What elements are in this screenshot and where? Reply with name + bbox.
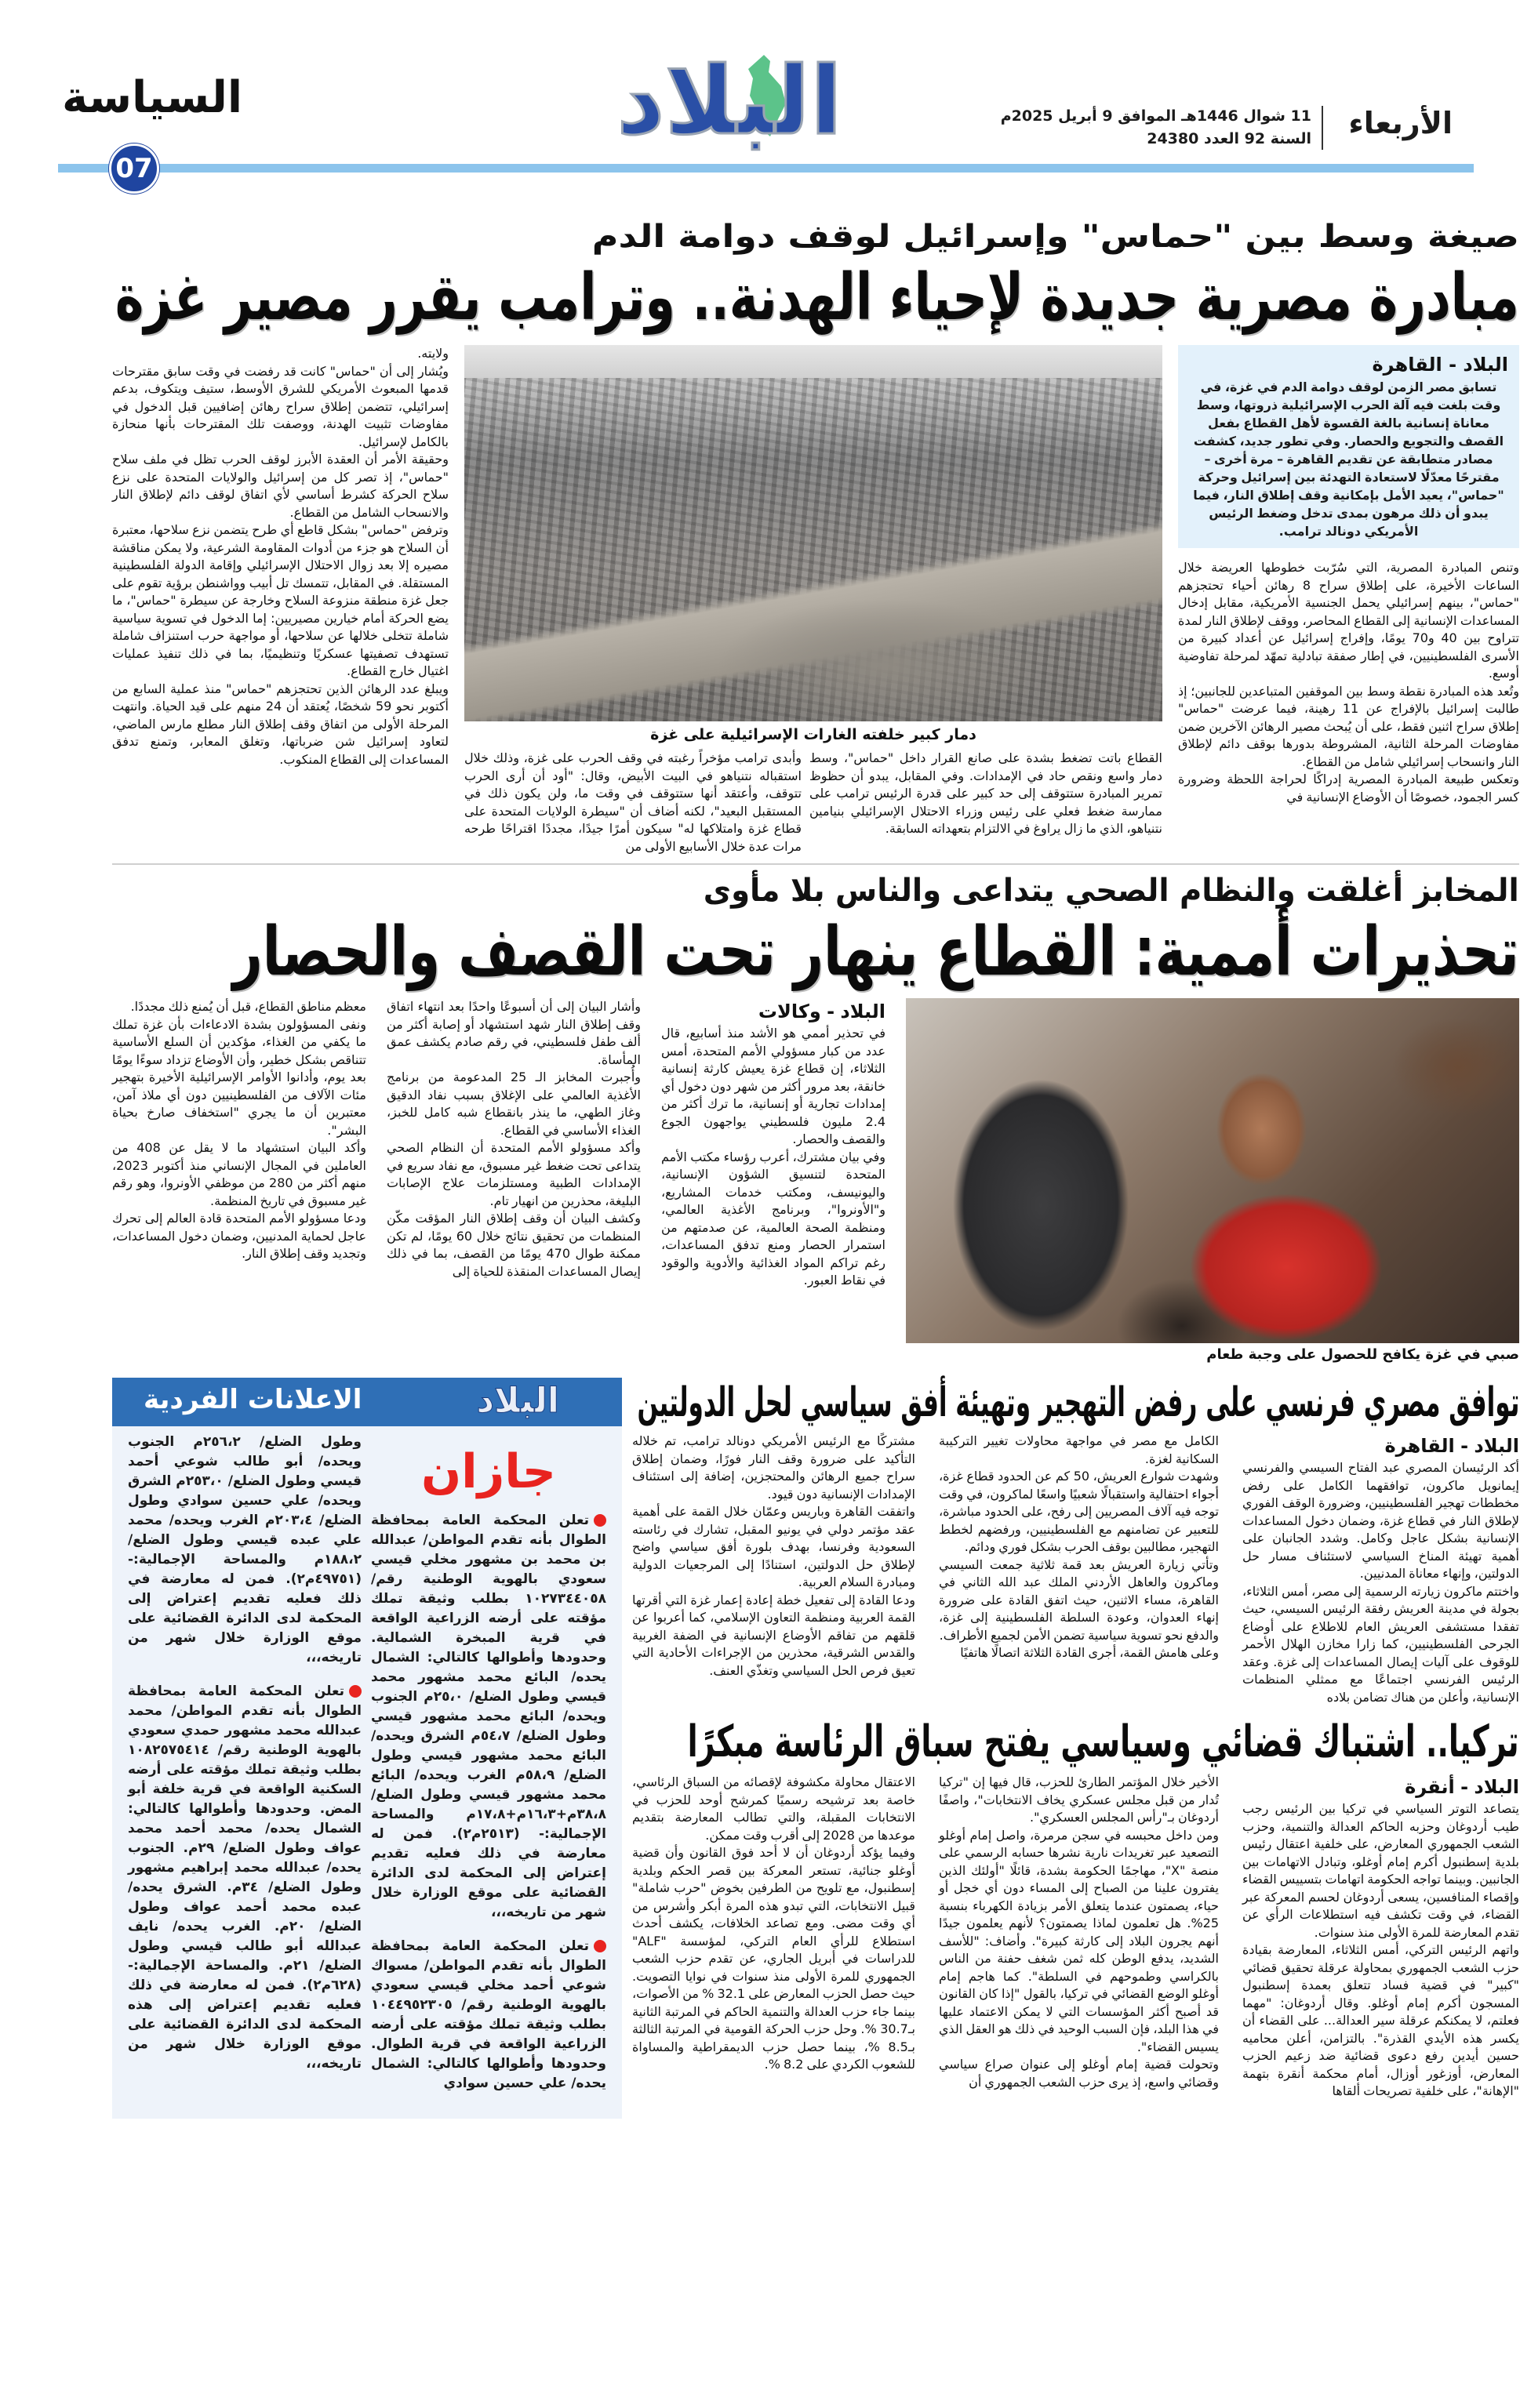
issue-number: السنة 92 العدد 24380 — [1147, 130, 1312, 147]
masthead — [0, 0, 1520, 196]
story3 — [633, 1378, 1520, 1706]
classified-ad: وطول الضلع/ ٢٥٦،٢م الجنوب ويحده/ أبو طالب شوعي أحمد قيسي وطول الضلع/ ٢٥٣،٠م الشرق ويحده/ علي حسين سوادي وطول الضلع/ ٢٠٣،٤م الغرب ويحده/ محمد علي عبده قيسي وطول الضلع/ ١٨٨،٢م والمساحة الإجمالية:- (٤٩٧٥١م٢). فمن له معارضة في ذلك فعليه تقديم إعتراض إلى المحكمة لدى الدائرة القضائية على موقع الوزارة خلال شهر من تاريخه،،، — [129, 1434, 362, 1665]
gaza-boy-photo — [907, 998, 1520, 1343]
story4 — [633, 1716, 1520, 2101]
date-divider — [1322, 106, 1324, 150]
story1-center — [465, 345, 1163, 855]
story3-column-right: البلاد - القاهرة أكد الرئيسان المصري عبد الفتاح السيسي والفرنسي إيمانويل ماكرون، توافقهما الكامل على رفض مخططات تهجير الفلسطينيين، وضرورة الوقف الفوري لإطلاق النار في قطاع غزة، وضمان دخول المساعدات الإنسانية بشكل عاجل وكامل. وشدد الجانبان على أهمية تهيئة المناخ السياسي لاستئناف مسار حل الدولتين، وإنهاء معاناة المدنيين. واختتم ماكرون زيارته الرسمية إلى مصر، أمس الثلاثاء، بجولة في مدينة العريش رفقة الرئيس السيسي، حيث تفقدا مستشفى العريش العام للاطلاع على أوضاع الجرحى الفلسطينيين، كما زارا مخازن الهلال الأحمر للوقوف على آليات إيصال المساعدات إلى غزة. وعقد الرئيس الفرنسي اجتماعًا مع ممثلي المنظمات الإنسانية، وأعلن من هناك تضامن بلاده — [1243, 1433, 1520, 1706]
story1-column-right: البلاد - القاهرة تسابق مصر الزمن لوقف دوامة الدم في غزة، في وقت بلغت فيه آلة الحرب الإسرائيلية ذروتها، وسط معاناة إنسانية بالغة القسوة لأهل القطاع بفعل القصف والتجويع والحصار. وفي تطور جديد، كشفت مصادر متطابقة عن تقديم القاهرة – مرة أخرى – مقترحًا معدّلًا لاستعادة التهدئة بين إسرائيل وحركة "حماس"، يعيد الأمل بإمكانية وقف إطلاق النار، فيما يبدو أن ذلك مرهون بمدى تدخل وضغط الرئيس الأمريكي دونالد ترامب. وتنص المبادرة المصرية، التي سُرّبت خطوطها العريضة خلال الساعات الأخيرة، على إطلاق سراح 8 رهائن أحياء تحتجزهم "حماس"، بينهم إسرائيلي يحمل الجنسية الأمريكية، مقابل إدخال المساعدات الإنسانية إلى القطاع المحاصر، ووقف لإطلاق النار لمدة تتراوح بين 40 و70 يومًا، وإفراج إسرائيل عن أعداد كبيرة من الأسرى الفلسطينيين، في إطار صفقة تبادلية تمهّد لمرحلة تفاوضية أوسع. وتُعد هذه المبادرة نقطة وسط بين الموقفين المتباعدين للجانبين؛ إذ طالبت إسرائيل بالإفراج عن 11 رهينة، فيما عرضت "حماس" إطلاق سراح اثنين فقط، على أن يُبحث مصير الرهائن الآخرين ضمن مفاوضات المرحلة الثانية، المشروطة بدورها بوقف دائم لإطلاق النار وانسحاب إسرائيلي شامل من القطاع. وتعكس طبيعة المبادرة المصرية إدراكًا لحراجة اللحظة وضرورة كسر الجمود، خصوصًا أن الأوضاع الإنسانية في — [1179, 345, 1520, 806]
story2-column-right: البلاد - وكالات في تحذير أممي هو الأشد منذ أسابيع، قال عدد من كبار مسؤولي الأمم المتحدة، أمس الثلاثاء، إن قطاع غزة يعيش كارثة إنسانية خانقة، بعد مرور أكثر من شهر دون دخول أي إمدادات تجارية أو إنسانية، ما ترك أكثر من 2.4 مليون فلسطيني يواجهون الجوع والقصف والحصار. وفي بيان مشترك، أعرب رؤساء مكتب الأمم المتحدة لتنسيق الشؤون الإنسانية، واليونيسف، ومكتب خدمات المشاريع، و"الأونروا"، وبرنامج الأغذية العالمي، ومنظمة الصحة العالمية، عن صدمتهم من استمرار الحصار ومنع تدفق المساعدات، رغم تراكم المواد الغذائية والأدوية والوقود في نقاط العبور. — [662, 998, 886, 1290]
story3-byline: البلاد - القاهرة — [1385, 1435, 1520, 1457]
classified-ad: تعلن المحكمة العامة بمحافظة الطوال بأنه تقدم المواطن/ عبدالله بن محمد بن مشهور مخلي قيسي سعودي بالهوية الوطنية رقم/ ١٠٢٧٣٤٤٠٥٨ بطلب وثيقة تملك مؤقته على أرضه الزراعية الواقعة في قرية المبخرة الشمالية. وحدودها وأطوالها كالتالي: الشمال يحده/ البائع محمد مشهور محمد قيسي وطول الضلع/ ٢٥،٠م الجنوب ويحده/ البائع محمد مشهور قيسي وطول الضلع/ ٥٤،٧م الشرق ويحده/ البائع محمد مشهور قيسي وطول الضلع/ ٥٨،٩م الغرب ويحده/ البائع محمد مشهور قيسي وطول الضلع/ ٣٨،٨م+١٦،٣م+١٧،٨م والمساحة الإجمالية:- (٢٥١٣م٢). فمن له معارضة في ذلك فعليه تقديم إعتراض إلى المحكمة لدى الدائرة القضائية على موقع الوزارة خلال شهر من تاريخه،،، — [372, 1513, 607, 1920]
story2-photo-caption: صبي في غزة يكافح للحصول على وجبة طعام — [1207, 1346, 1520, 1363]
story1-lead-box — [1179, 345, 1520, 548]
story1-column-left: ولايته. ويُشار إلى أن "حماس" كانت قد رفضت في وقت سابق مقترحات قدمها المبعوث الأمريكي للشرق الأوسط، ستيف ويتكوف، بدعم إسرائيلي، تتضمن إطلاق سراح رهائن إضافيين قبل الدخول في مفاوضات تثبيت الهدنة، ووصفت تلك المقترحات بأنها منحازة بالكامل لإسرائيل. وحقيقة الأمر أن العقدة الأبرز لوقف الحرب تظل في ملف سلاح "حماس"، إذ تصر كل من إسرائيل والولايات المتحدة على نزع سلاح الحركة كشرط أساسي لأي اتفاق لوقف دائم لإطلاق النار والانسحاب الشامل من القطاع. وترفض "حماس" بشكل قاطع أي طرح يتضمن نزع سلاحها، معتبرة أن السلاح هو جزء من أدوات المقاومة الشرعية، ولا يمكن مناقشة مصيره إلا بعد زوال الاحتلال الإسرائيلي وإقامة الدولة الفلسطينية المستقلة. في المقابل، تتمسك تل أبيب وواشنطن برؤية تقوم على جعل غزة منطقة منزوعة السلاح وخارجة عن سيطرة "حماس"، ما يضع الحركة أمام خيارين مصيريين: إما الدخول في تسوية سياسية شاملة تتخلى خلالها عن سلاحها، أو مواجهة حرب استنزاف شاملة تستهدف تصفيتها عسكريًا وتنظيميًا، بما في ذلك تنفيذ عمليات اغتيال خارج القطاع. ويبلغ عدد الرهائن الذين تحتجزهم "حماس" منذ عملية السابع من أكتوبر نحو 59 شخصًا، يُعتقد أن 24 منهم على قيد الحياة. وانتهت المرحلة الأولى من اتفاق وقف إطلاق النار مطلع مارس الماضي، لتعاود إسرائيل شن ضرباتها، وتغلق المعابر، وتمنع تدفق المساعدات إلى القطاع المنكوب. — [113, 346, 449, 767]
gaza-destruction-photo — [465, 345, 1163, 721]
classifieds-column-left — [129, 1433, 362, 2088]
classifieds-section — [113, 1378, 623, 2119]
classifieds-column-right — [372, 1433, 607, 2108]
sky — [465, 345, 1163, 378]
story3-headline: توافق مصري فرنسي على رفض التهجير وتهيئة أفق سياسي لحل الدولتين — [638, 1379, 1520, 1426]
classifieds-region: جازان — [421, 1444, 558, 1499]
bullet-icon — [595, 1940, 607, 1952]
story2-kicker: المخابز أغلقت والنظام الصحي يتداعى والناس بلا مأوى — [704, 873, 1520, 909]
story2-byline: البلاد - وكالات — [758, 1001, 886, 1022]
bottom-stories — [633, 1378, 1520, 2101]
story1-lead: تسابق مصر الزمن لوقف دوامة الدم في غزة، في وقت بلغت فيه آلة الحرب الإسرائيلية ذروتها، وسط معاناة إنسانية بالغة القسوة لأهل القطاع بفعل القصف والتجويع والحصار. وفي تطور جديد، كشفت مصادر متطابقة عن تقديم القاهرة – مرة أخرى – مقترحًا معدّلًا لاستعادة التهدئة بين إسرائيل وحركة "حماس"، يعيد الأمل بإمكانية وقف إطلاق النار، فيما يبدو أن ذلك مرهون بمدى تدخل وضغط الرئيس الأمريكي دونالد ترامب. — [1194, 380, 1505, 539]
newspaper-page — [63, 0, 1520, 2119]
story2 — [113, 871, 1520, 1367]
story4-column-mid: الأخير خلال المؤتمر الطارئ للحزب، قال فيها إن "تركيا تُدار من قبل مجلس عسكري يخاف الانتخابات"، واصفًا أردوغان بـ"رأس المجلس العسكري". ومن داخل محبسه في سجن مرمرة، واصل إمام أوغلو التصعيد عبر تغريدات نارية نشرها حسابه الرسمي على منصة "X"، مهاجمًا الحكومة بشدة، قائلًا "أولئك الذين يفترون علينا من الصباح إلى المساء دون أي خجل أو حياء، يصمتون عندما يتعلق الأمر بزيادة الكهرباء بنسبة 25%. هل تعلمون لماذا يصمتون؟ لأنهم يعلمون جيدًا أنهم يجرون البلاد إلى كارثة كبيرة". وأضاف: "للأسف الشديد، يدفع الوطن كله ثمن شغف حفنة من الناس بالكراسي وطموحهم في السلطة". كما هاجم إمام أوغلو الوضع القضائي في تركيا، بالقول "إذا كان القانون قد أصبح أكثر المؤسسات التي لا يمكن الاعتماد عليها في هذا البلد، فإن السبب الوحيد في ذلك هو العقل الذي يسيس القضاء". وتحولت قضية إمام أوغلو إلى عنوان صراع سياسي وقضائي واسع، إذ يرى حزب الشعب الجمهوري أن — [940, 1774, 1220, 2090]
bullet-icon — [350, 1685, 362, 1698]
story4-byline: البلاد - أنقرة — [1405, 1776, 1520, 1798]
classifieds-logo: البلاد — [477, 1381, 560, 1421]
story4-headline: تركيا.. اشتباك قضائي وسياسي يفتح سباق الرئاسة مبكرًا — [689, 1716, 1520, 1767]
section-divider — [113, 863, 1520, 865]
newspaper-logo — [617, 47, 843, 157]
classified-ad: تعلن المحكمة العامة بمحافظة الطوال بأنه تقدم المواطن/ مسواك شوعي أحمد مخلي قيسي سعودي بالهوية الوطنية رقم/ ١٠٤٤٩٥٢٣٠٥ بطلب وثيقة تملك مؤقته على أرضه الزراعية الواقعة في قرية الطوال. وحدودها وأطوالها كالتالي: الشمال يحده/ علي حسين سوادي — [372, 1938, 607, 2091]
story1-byline: البلاد - القاهرة — [1373, 354, 1509, 376]
page-number-badge: 07 — [110, 143, 160, 194]
logo-wordmark: البلاد — [617, 47, 843, 156]
issue-date: 11 شوال 1446هـ الموافق 9 أبريل 2025م — [1001, 107, 1312, 125]
classifieds-title: الاعلانات الفردية — [144, 1384, 363, 1415]
story2-photo-block — [907, 998, 1520, 1367]
story1-kicker: صيغة وسط بين "حماس" وإسرائيل لوقف دوامة الدم — [592, 219, 1520, 255]
story1-column-mid-left: وأبدى ترامب مؤخراً رغبته في وقف الحرب على غزة، وذلك خلال استقباله نتنياهو في البيت الأبيض، وقال: "أود أن أرى الحرب تتوقف، وأعتقد أنها ستتوقف في وقت ما، ولن يكون ذلك في المستقبل البعيد"، لكنه أضاف أن "سيطرة الولايات المتحدة على قطاع غزة وامتلاكها له" سيكون أمرًا جيدًا، مجددًا اقتراحًا طرحه مرات عدة خلال الأسابيع الأولى من — [465, 750, 802, 854]
weekday: الأربعاء — [1349, 106, 1453, 140]
story2-column-mid: وأشار البيان إلى أن أسبوعًا واحدًا بعد انتهاء اتفاق وقف إطلاق النار شهد استشهاد أو إصابة أكثر من ألف طفل فلسطيني، في رقم صادم يكشف عمق المأساة. وأُجبرت المخابز الـ 25 المدعومة من برنامج الأغذية العالمي على الإغلاق بسبب نفاد الدقيق وغاز الطهي، ما ينذر بانقطاع شبه كامل للخبز، الغذاء الأساسي في القطاع. وأكد مسؤولو الأمم المتحدة أن النظام الصحي يتداعى تحت ضغط غير مسبوق، مع نفاد سريع في الإمدادات الطبية ومستلزمات علاج الإصابات البليغة، محذرين من انهيار تام. وكشف البيان أن وقف إطلاق النار المؤقت مكّن المنظمات من تحقيق نتائج خلال 60 يومًا، لم تكن ممكنة طوال 470 يومًا من القصف، بما في ذلك إيصال المساعدات المنقذة للحياة إلى — [387, 999, 642, 1279]
section-title: السياسة — [63, 72, 244, 123]
classifieds-header — [113, 1378, 623, 1426]
classified-ad: تعلن المحكمة العامة بمحافظة الطوال بأنه تقدم المواطن/ محمد عبدالله محمد مشهور حمدي سعودي بالهوية الوطنية رقم/ ١٠٨٢٥٧٥٤١٤ بطلب وثيقة تملك مؤقته على أرضه السكنية الواقعة في قرية خلفة أبو المض. وحدودها وأطوالها كالتالي: الشمال يحده/ محمد أحمد محمد عواف وطول الضلع/ ٢٩م. الجنوب يحده/ عبدالله محمد إبراهيم مشهور وطول الضلع/ ٣٤م. الشرق يحده/ عبده محمد أحمد عواف وطول الضلع/ ٢٠م. الغرب يحده/ نايف عبدالله أبو طالب قيسي وطول الضلع/ ٢١م. والمساحة الإجمالية:- (٦٢٨م٢). فمن له معارضة في ذلك فعليه تقديم إعتراض إلى هذه المحكمة لدى الدائرة القضائية على موقع الوزارة خلال شهر من تاريخه،،، — [129, 1683, 362, 2072]
bullet-icon — [595, 1514, 607, 1527]
header-rule — [59, 164, 1475, 173]
story4-column-left: الاعتقال محاولة مكشوفة لإقصائه من السباق الرئاسي، خاصة بعد ترشيحه رسميًا كمرشح أوحد للحزب في الانتخابات المقبلة، والتي تطالب المعارضة بتقديم موعدها من 2028 إلى أقرب وقت ممكن. وفيما يؤكد أردوغان أن لا أحد فوق القانون وأن قضية أوغلو جنائية، تستعر المعركة بين قصر الحكم وبلدية إسطنبول، مع تلويح من الطرفين بخوض "حرب شاملة" قبيل الانتخابات، التي تبدو هذه المرة أبكر وأشرس من أي وقت مضى. ومع تصاعد الخلافات، يكشف أحدث استطلاع للرأي العام التركي، لمؤسسة "ALF" للدراسات في أبريل الجاري، عن تقدم حزب الشعب الجمهوري للمرة الأولى منذ سنوات في نوايا التصويت. حيث حصل الحزب المعارض على 32.1 % من الأصوات، بينما جاء حزب العدالة والتنمية الحاكم في المرتبة الثانية بـ30.7 %. وحل حزب الحركة القومية في المرتبة الثالثة بـ8.5 %، بينما حصل حزب الديمقراطية والمساواة للشعوب الكردي على 8.2 %. — [633, 1774, 916, 2072]
story3-column-mid: الكامل مع مصر في مواجهة محاولات تغيير التركيبة السكانية لغزة. وشهدت شوارع العريش، 50 كم عن الحدود قطاع غزة، أجواء احتفالية واستقبالًا شعبيًا واسعًا لماكرون، في وقت توجه فيه آلاف المصريين إلى رفح، على الحدود مباشرة، للتعبير عن تضامنهم مع الفلسطينيين، ورفضهم لخطط التهجير، مطالبين بوقف الحرب بشكل فوري ودائم. وتأتي زيارة العريش بعد قمة ثلاثية جمعت السيسي وماكرون والعاهل الأردني الملك عبد الله الثاني في القاهرة، مساء الاثنين، حيث اتفق القادة على ضرورة إنهاء العدوان، وعودة السلطة الفلسطينية إلى غزة، والدفع نحو تسوية سياسية تضمن الأمن لجميع الأطراف. وعلى هامش القمة، أجرى القادة الثلاثة اتصالًا هاتفيًا — [940, 1433, 1220, 1660]
story3-column-left: مشتركًا مع الرئيس الأمريكي دونالد ترامب، تم خلاله التأكيد على ضرورة وقف النار فورًا، وضمان إطلاق سراح جميع الرهائن والمحتجزين، إضافة إلى استئناف الإمدادات الإنسانية دون قيود. واتفقت القاهرة وباريس وعمّان خلال القمة على أهمية عقد مؤتمر دولي في يونيو المقبل، تشارك في رئاسته السعودية وفرنسا، بهدف بلورة أفق سياسي واضح لإطلاق حل الدولتين، استنادًا إلى المرجعيات الدولية ومبادرة السلام العربية. ودعا القادة إلى تفعيل خطة إعادة إعمار غزة التي أقرتها القمة العربية ومنظمة التعاون الإسلامي، كما أعربوا عن قلقهم من تفاقم الأوضاع الإنسانية في الضفة الغربية والقدس الشرقية، محذرين من الإجراءات الأحادية التي تعيق فرص الحل السياسي وتغذّي العنف. — [633, 1433, 916, 1678]
story4-column-right: البلاد - أنقرة يتصاعد التوتر السياسي في تركيا بين الرئيس رجب طيب أردوغان وحزبه الحاكم العدالة والتنمية، وحزب الشعب الجمهوري المعارض، على خلفية اعتقال رئيس بلدية إسطنبول أكرم إمام أوغلو، وتبادل الاتهامات بين الجانبين. وبينما تواجه الحكومة اتهامات بتسييس القضاء وإقصاء المنافسين، يسعى أردوغان لحسم المعركة عبر القضاء، في وقت تكشف فيه استطلاعات الرأي عن تقدم المعارضة للمرة الأولى منذ سنوات. واتهم الرئيس التركي، أمس الثلاثاء، المعارضة بقيادة حزب الشعب الجمهوري بمحاولة عرقلة تحقيق قضائي "كبير" في قضية فساد تتعلق بعمدة إسطنبول المسجون أكرم إمام أوغلو. وقال أردوغان: "مهما فعلتم، لا يمكنكم عرقلة سير العدالة... على القضاء أن يكسر هذه الأيدي القذرة". بالتزامن، أعلن محاميه حسين أيدين رفع دعوى قضائية ضد زعيم الحزب المعارض، أوزغور أوزال، أمام محكمة أنقرة بتهمة "الإهانة"، على خلفية تصريحات ألقاها — [1243, 1774, 1520, 2101]
story1-photo-caption: دمار كبير خلفته الغارات الإسرائيلية على غزة — [651, 726, 977, 743]
story1-headline: مبادرة مصرية جديدة لإحياء الهدنة.. وترامب يقرر مصير غزة — [116, 260, 1520, 335]
story2-headline: تحذيرات أممية: القطاع ينهار تحت القصف والحصار — [234, 913, 1520, 991]
story1 — [113, 216, 1520, 855]
story2-column-left: معظم مناطق القطاع، قبل أن يُمنع ذلك مجددًا. ونفى المسؤولون بشدة الادعاءات بأن غزة تملك ما يكفي من الغذاء، مؤكدين أن السلع الأساسية تتناقص بشكل خطير، وأن الأوضاع تزداد سوءًا يومًا بعد يوم، وأدانوا الأوامر الإسرائيلية الأخيرة بتهجير مئات الآلاف من الفلسطينيين دون أي ملاذ آمن، معتبرين أن ما يجري "استخفاف صارخ بحياة البشر". وأكد البيان استشهاد ما لا يقل عن 408 من العاملين في المجال الإنساني منذ أكتوبر 2023، منهم أكثر من 280 من موظفي الأونروا، وهو رقم غير مسبوق في تاريخ المنظمة. ودعا مسؤولو الأمم المتحدة قادة العالم إلى تحرك عاجل لحماية المدنيين، وضمان دخول المساعدات، وتجديد وقف إطلاق النار. — [113, 999, 367, 1261]
story1-column-mid-right: القطاع باتت تضغط بشدة على صانع القرار داخل "حماس"، وسط دمار واسع ونقص حاد في الإمدادات. وفي المقابل، يبدو أن حظوظ تمرير المبادرة ستتوقف إلى حد كبير على قدرة الرئيس ترامب على ممارسة ضغط فعلي على رئيس وزراء الاحتلال الإسرائيلي بنيامين نتنياهو، الذي ما زال يراوغ في الالتزام بتعهداته السابقة. — [810, 750, 1163, 836]
